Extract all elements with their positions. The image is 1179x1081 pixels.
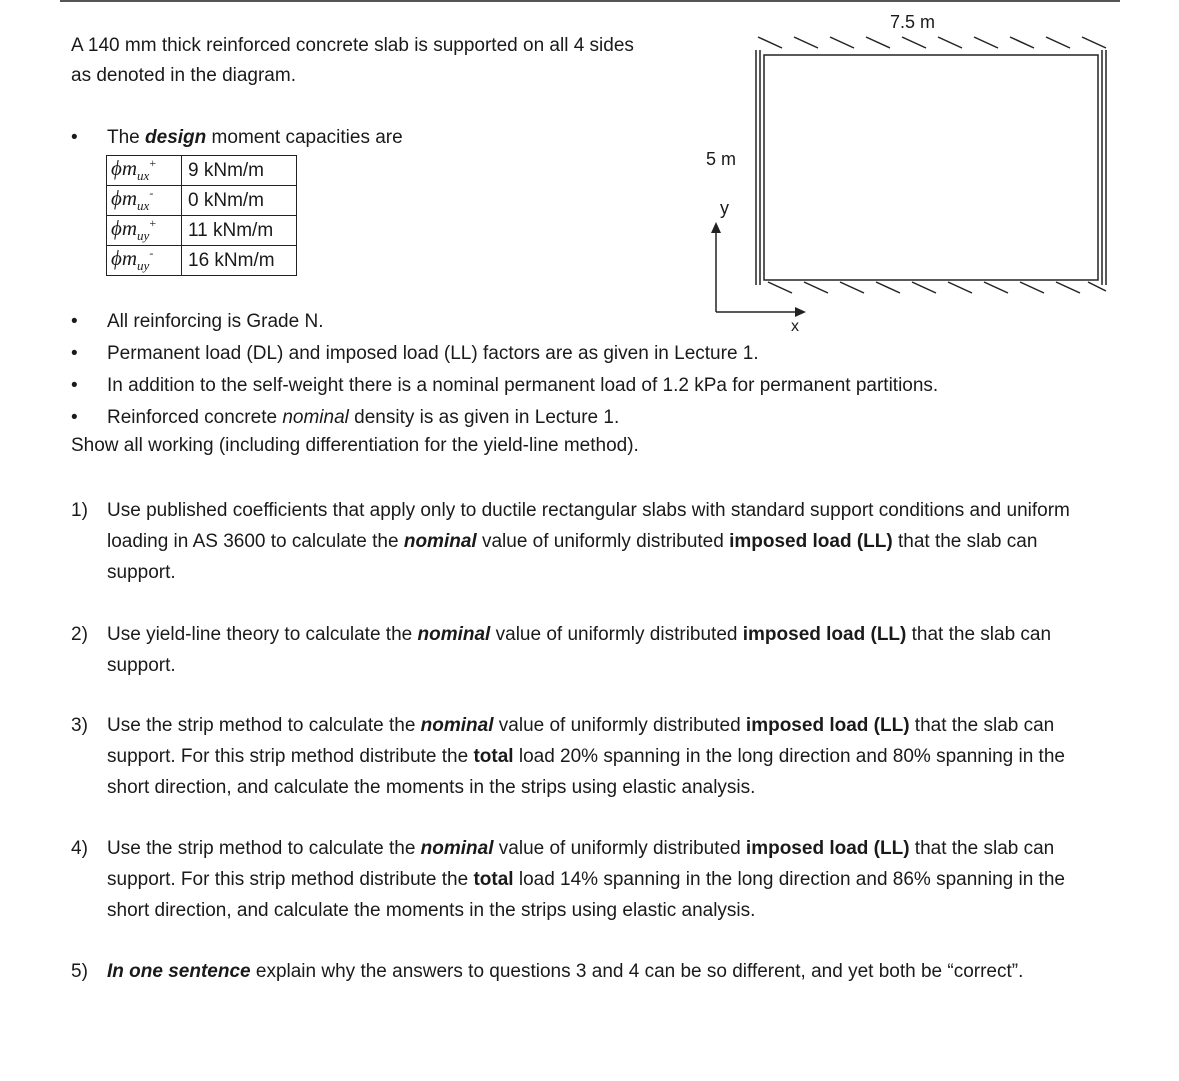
q4-imposed-load: imposed load (LL) bbox=[745, 838, 910, 859]
q2-imposed-load: imposed load (LL) bbox=[742, 624, 907, 645]
q1-pre: Use published coefficients that apply only to ductile rectangular slabs with standard support conditions and uniform loading in AS 3600 to calculate the bbox=[107, 500, 1070, 552]
intro-line-1: A 140 mm thick reinforced concrete slab is supported on all 4 sides bbox=[71, 35, 634, 56]
q2-post: that the slab can support. bbox=[107, 624, 1052, 676]
slab-outline bbox=[764, 55, 1098, 280]
question-number: 3) bbox=[71, 715, 88, 736]
phi-m: ϕm bbox=[111, 246, 138, 271]
q3-mid: value of uniformly distributed bbox=[493, 715, 746, 736]
bullet-dot: • bbox=[71, 127, 78, 148]
superscript: + bbox=[149, 156, 157, 171]
question-body bbox=[107, 619, 1111, 681]
subscript: ux bbox=[137, 168, 150, 184]
q4-nominal: nominal bbox=[420, 838, 494, 859]
bullet-grade bbox=[71, 311, 323, 333]
bullet-dot: • bbox=[71, 407, 78, 428]
q4-pre: Use the strip method to calculate the bbox=[107, 838, 421, 859]
bullet-dot: • bbox=[71, 311, 78, 332]
q5-in-one-sentence: In one sentence bbox=[107, 961, 251, 982]
y-axis-arrowhead bbox=[711, 222, 721, 233]
subscript: uy bbox=[137, 228, 150, 244]
x-axis-arrowhead bbox=[795, 307, 806, 317]
q3-post1: that the slab can support. For this strip method distribute the bbox=[107, 715, 1055, 767]
density-pre: Reinforced concrete bbox=[107, 407, 283, 428]
question-number: 5) bbox=[71, 961, 88, 982]
question-body bbox=[107, 710, 1111, 803]
phi-m: ϕm bbox=[111, 216, 138, 241]
question-body bbox=[107, 495, 1111, 588]
q1-nominal: nominal bbox=[403, 531, 477, 552]
bullet-dot: • bbox=[71, 375, 78, 396]
density-post: density is as given in Lecture 1. bbox=[348, 407, 620, 428]
moment-intro-post: moment capacities are bbox=[206, 127, 403, 148]
question-3 bbox=[71, 710, 1111, 803]
q3-post2: load 20% spanning in the long direction and 80% spanning in the short direction, and calculate the moments in the strips using elastic analysis. bbox=[107, 746, 1065, 798]
question-body bbox=[107, 833, 1111, 926]
subscript: uy bbox=[137, 258, 150, 274]
q4-mid: value of uniformly distributed bbox=[493, 838, 746, 859]
y-axis-label: y bbox=[720, 198, 729, 218]
question-5 bbox=[71, 956, 1111, 987]
question-4 bbox=[71, 833, 1111, 926]
q4-total: total bbox=[473, 869, 514, 890]
q2-nominal: nominal bbox=[417, 624, 491, 645]
question-body bbox=[107, 956, 1111, 987]
intro-line-2: as denoted in the diagram. bbox=[71, 65, 296, 86]
moment-intro-pre: The bbox=[107, 127, 146, 148]
question-1 bbox=[71, 495, 1111, 588]
q3-imposed-load: imposed load (LL) bbox=[745, 715, 910, 736]
bullet-factors-text: Permanent load (DL) and imposed load (LL) factors are as given in Lecture 1. bbox=[107, 343, 759, 364]
phi-m: ϕm bbox=[111, 186, 138, 211]
superscript: - bbox=[149, 186, 154, 201]
superscript: - bbox=[149, 246, 154, 261]
height-dimension-label: 5 m bbox=[706, 149, 737, 169]
bullet-load-factors bbox=[71, 343, 759, 365]
bullet-density-text bbox=[107, 407, 619, 429]
x-axis-label: x bbox=[791, 318, 799, 335]
value-cell: 0 kNm/m bbox=[182, 186, 297, 216]
bullet-partitions-text: In addition to the self-weight there is a nominal permanent load of 1.2 kPa for permanent partitions. bbox=[107, 375, 939, 396]
q2-mid: value of uniformly distributed bbox=[490, 624, 743, 645]
superscript: + bbox=[149, 216, 157, 231]
bullet-partitions bbox=[71, 375, 938, 397]
q3-pre: Use the strip method to calculate the bbox=[107, 715, 421, 736]
phi-m: ϕm bbox=[111, 156, 138, 181]
question-number: 4) bbox=[71, 838, 88, 859]
question-number: 1) bbox=[71, 500, 88, 521]
q3-total: total bbox=[473, 746, 514, 767]
top-support-hatching bbox=[758, 37, 1106, 48]
q2-pre: Use yield-line theory to calculate the bbox=[107, 624, 418, 645]
value-cell: 9 kNm/m bbox=[182, 156, 297, 186]
density-nominal: nominal bbox=[282, 407, 349, 428]
bullet-grade-text: All reinforcing is Grade N. bbox=[107, 311, 324, 332]
bottom-support-hatching bbox=[768, 282, 1106, 293]
question-2 bbox=[71, 619, 1111, 681]
q1-mid: value of uniformly distributed bbox=[476, 531, 730, 552]
q5-post: explain why the answers to questions 3 and 4 can be so different, and yet both be “correct”. bbox=[250, 961, 1024, 982]
bullet-dot: • bbox=[71, 343, 78, 364]
q4-post1: that the slab can support. For this strip method distribute the bbox=[107, 838, 1055, 890]
value-cell: 16 kNm/m bbox=[182, 246, 297, 276]
show-working-note: Show all working (including differentiation for the yield-line method). bbox=[71, 435, 639, 456]
bullet-density bbox=[71, 407, 619, 429]
value-cell: 11 kNm/m bbox=[182, 216, 297, 246]
q1-post: that the slab can support. bbox=[107, 531, 1038, 583]
q4-post2: load 14% spanning in the long direction and 86% spanning in the short direction, and calculate the moments in the strips using elastic analysis. bbox=[107, 869, 1065, 921]
width-dimension-label: 7.5 m bbox=[890, 12, 936, 32]
q1-imposed-load: imposed load (LL) bbox=[729, 531, 893, 552]
subscript: ux bbox=[137, 198, 150, 214]
question-number: 2) bbox=[71, 624, 88, 645]
q3-nominal: nominal bbox=[420, 715, 494, 736]
moment-intro-design: design bbox=[145, 127, 207, 148]
